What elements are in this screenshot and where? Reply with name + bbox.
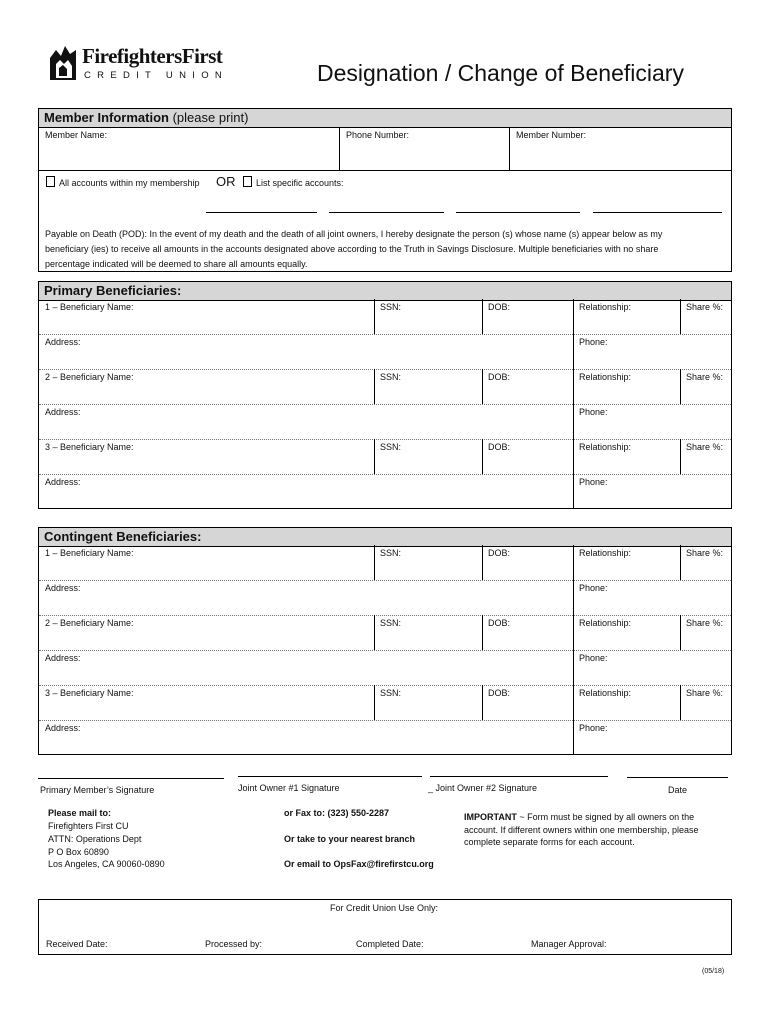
account-line-2[interactable] (329, 212, 444, 213)
divider (509, 127, 510, 170)
divider (573, 615, 574, 650)
ssn-label: SSN: (380, 548, 402, 558)
beneficiary-name-label: 3 – Beneficiary Name: (45, 688, 134, 698)
pod-text-line-1: Payable on Death (POD): In the event of my death and the death of all joint owners, I hereby designate the person (s) whose name (s) appear below as my (45, 229, 663, 239)
firefighter-logo-icon (46, 44, 80, 82)
divider (39, 170, 731, 171)
divider (573, 439, 574, 474)
divider (573, 474, 574, 509)
divider (39, 439, 731, 440)
joint2-signature-label: _ Joint Owner #2 Signature (428, 783, 538, 793)
manager-approval-label: Manager Approval: (531, 939, 607, 949)
fax-text: or Fax to: (323) 550-2287 (284, 808, 390, 818)
account-line-4[interactable] (593, 212, 722, 213)
joint2-signature-line[interactable] (430, 776, 608, 777)
phone-label: Phone: (579, 407, 608, 417)
divider (573, 650, 574, 685)
phone-label: Phone: (579, 337, 608, 347)
relationship-label: Relationship: (579, 442, 632, 452)
divider (339, 127, 340, 170)
ssn-label: SSN: (380, 618, 402, 628)
important-notice: IMPORTANT ~ Form must be signed by all owners on the account. If different owners within one membership, please complete separate forms for each account. (464, 812, 699, 847)
address-label: Address: (45, 337, 81, 347)
divider (39, 720, 731, 721)
divider (39, 334, 731, 335)
beneficiary-name-label: 1 – Beneficiary Name: (45, 302, 134, 312)
pod-text-line-3: percentage indicated will be deemed to share all amounts equally. (45, 259, 308, 269)
member-number-label: Member Number: (516, 130, 587, 140)
phone-label: Phone: (579, 477, 608, 487)
divider (680, 299, 681, 334)
member-info-heading: Member Information (please print) (39, 109, 731, 128)
share-label: Share %: (686, 302, 724, 312)
contingent-beneficiaries-section (38, 527, 732, 755)
ssn-label: SSN: (380, 688, 402, 698)
relationship-label: Relationship: (579, 372, 632, 382)
phone-label: Phone: (579, 723, 608, 733)
dob-label: DOB: (488, 302, 511, 312)
share-label: Share %: (686, 372, 724, 382)
divider (39, 404, 731, 405)
list-specific-label: List specific accounts: (256, 178, 344, 188)
account-line-1[interactable] (206, 212, 317, 213)
address-label: Address: (45, 583, 81, 593)
page-title: Designation / Change of Beneficiary (317, 60, 684, 86)
member-info-section (38, 108, 732, 272)
divider (374, 299, 375, 334)
branch-text: Or take to your nearest branch (284, 834, 416, 844)
divider (573, 369, 574, 404)
divider (680, 545, 681, 580)
divider (39, 615, 731, 616)
divider (374, 439, 375, 474)
primary-signature-label: Primary Member’s Signature (40, 785, 155, 795)
primary-beneficiaries-section (38, 281, 732, 509)
divider (573, 404, 574, 439)
divider (680, 369, 681, 404)
email-text: Or email to OpsFax@firefirstcu.org (284, 859, 434, 869)
primary-signature-line[interactable] (38, 778, 224, 779)
divider (39, 650, 731, 651)
mail-line: ATTN: Operations Dept (48, 834, 142, 844)
divider (374, 369, 375, 404)
divider (573, 685, 574, 720)
beneficiary-name-label: 3 – Beneficiary Name: (45, 442, 134, 452)
beneficiary-name-label: 2 – Beneficiary Name: (45, 372, 134, 382)
member-name-label: Member Name: (45, 130, 108, 140)
primary-heading: Primary Beneficiaries: (39, 282, 731, 301)
divider (374, 545, 375, 580)
form-version: (05/18) (702, 968, 725, 975)
joint1-signature-label: Joint Owner #1 Signature (238, 783, 340, 793)
pod-text-line-2: beneficiary (ies) to receive all amounts in the accounts designated above according to the Truth in Savings Disclosure. Multiple beneficiaries with no share (45, 244, 659, 254)
share-label: Share %: (686, 688, 724, 698)
divider (39, 580, 731, 581)
dob-label: DOB: (488, 618, 511, 628)
contingent-heading: Contingent Beneficiaries: (39, 528, 731, 547)
divider (374, 685, 375, 720)
mail-heading: Please mail to: (48, 808, 112, 818)
ssn-label: SSN: (380, 372, 402, 382)
address-label: Address: (45, 653, 81, 663)
divider (573, 580, 574, 615)
logo-name: FirefightersFirst (82, 44, 223, 68)
mail-line: Los Angeles, CA 90060-0890 (48, 859, 165, 869)
account-line-3[interactable] (456, 212, 580, 213)
date-label: Date (668, 785, 688, 795)
divider (573, 334, 574, 369)
address-label: Address: (45, 723, 81, 733)
address-label: Address: (45, 407, 81, 417)
address-label: Address: (45, 477, 81, 487)
divider (482, 439, 483, 474)
dob-label: DOB: (488, 442, 511, 452)
logo-subtitle: CREDIT UNION (84, 70, 229, 81)
list-specific-checkbox[interactable] (243, 176, 252, 187)
share-label: Share %: (686, 442, 724, 452)
relationship-label: Relationship: (579, 302, 632, 312)
phone-label: Phone: (579, 583, 608, 593)
joint1-signature-line[interactable] (238, 776, 422, 777)
date-line[interactable] (627, 777, 728, 778)
completed-date-label: Completed Date: (356, 939, 424, 949)
divider (39, 474, 731, 475)
divider (482, 299, 483, 334)
divider (680, 685, 681, 720)
relationship-label: Relationship: (579, 688, 632, 698)
dob-label: DOB: (488, 372, 511, 382)
dob-label: DOB: (488, 688, 511, 698)
divider (482, 369, 483, 404)
beneficiary-name-label: 1 – Beneficiary Name: (45, 548, 134, 558)
ssn-label: SSN: (380, 442, 402, 452)
processed-by-label: Processed by: (205, 939, 263, 949)
beneficiary-name-label: 2 – Beneficiary Name: (45, 618, 134, 628)
divider (482, 615, 483, 650)
divider (482, 545, 483, 580)
ssn-label: SSN: (380, 302, 402, 312)
share-label: Share %: (686, 548, 724, 558)
credit-union-use-box (38, 899, 732, 955)
phone-label: Phone: (579, 653, 608, 663)
divider (680, 439, 681, 474)
divider (482, 685, 483, 720)
relationship-label: Relationship: (579, 548, 632, 558)
received-date-label: Received Date: (46, 939, 108, 949)
mail-line: P O Box 60890 (48, 847, 109, 857)
mail-line: Firefighters First CU (48, 821, 129, 831)
divider (573, 720, 574, 755)
divider (39, 369, 731, 370)
all-accounts-checkbox[interactable] (46, 176, 55, 187)
share-label: Share %: (686, 618, 724, 628)
phone-number-label: Phone Number: (346, 130, 410, 140)
divider (573, 299, 574, 334)
relationship-label: Relationship: (579, 618, 632, 628)
divider (39, 685, 731, 686)
cu-use-heading: For Credit Union Use Only: (330, 903, 439, 913)
dob-label: DOB: (488, 548, 511, 558)
divider (573, 545, 574, 580)
or-label: OR (216, 174, 236, 189)
all-accounts-label: All accounts within my membership (59, 178, 200, 188)
divider (680, 615, 681, 650)
divider (374, 615, 375, 650)
